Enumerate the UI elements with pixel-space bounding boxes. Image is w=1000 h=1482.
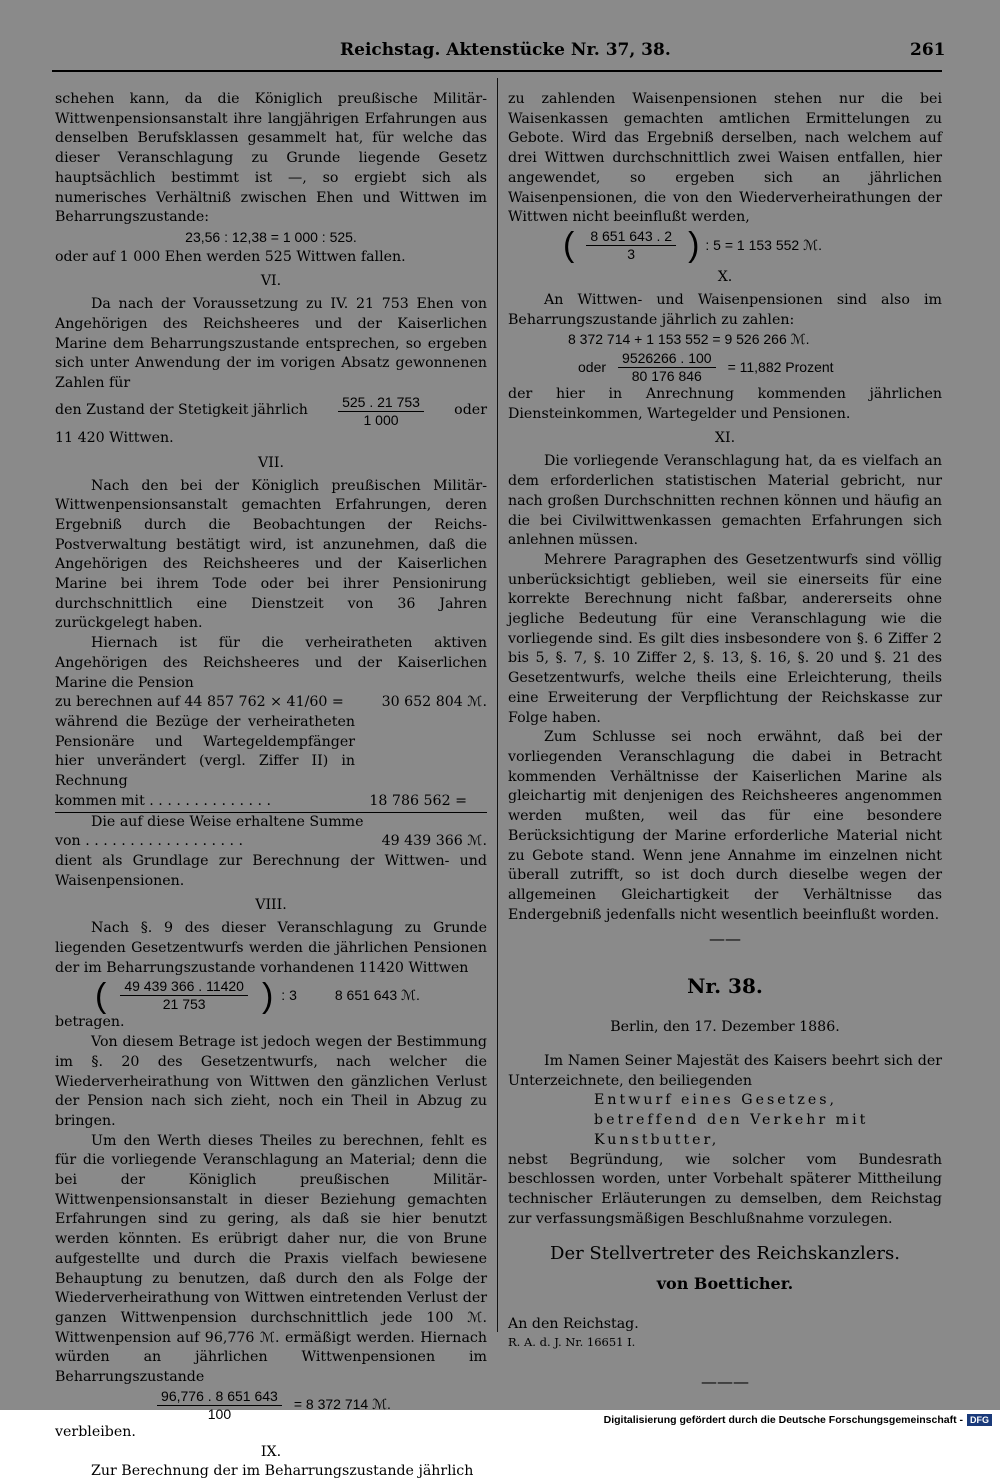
section-heading: X. (717, 268, 733, 285)
equation: 23,56 : 12,38 = 1 000 : 525. (185, 228, 357, 245)
fraction (338, 394, 424, 429)
paragraph: während die Bezüge der verheiratheten Pensionäre und Wartegeldempfänger hier unverändert (vergl. Ziffer II) in Rechnung (55, 713, 355, 790)
date-line: Berlin, den 17. Dezember 1886. (610, 1019, 840, 1036)
equation (508, 228, 942, 263)
section-heading: IX. (260, 1444, 282, 1461)
calc-text: zu berechnen auf 44 857 762 × 41/60 = (55, 694, 344, 711)
paragraph: Zum Schlusse sei noch erwähnt, daß bei der vorliegenden Veranschlagung die dabei in Betracht kommenden Verhältnisse der Kaiserlichen Marine als gleichartig mit denjenigen des Reichsheeres angenommen werden mußten, weil das für eine besondere Berücksichtigung der Marine erforderliche Material nicht zu Gebote stand. Wenn jene Annahme im einzelnen nicht überall zutrifft, so ist doch durch dieselbe wegen der allgemeinen Gleichartigkeit der Verhältnisse das Endergebniß jedenfalls nicht wesentlich beeinflußt worden. (508, 729, 942, 923)
fraction-denominator: 21 753 (162, 996, 206, 1013)
calc-line (55, 693, 487, 713)
section-heading: VI. (260, 273, 282, 290)
fraction-denominator: 80 176 846 (631, 368, 702, 385)
equation-value: 8 651 643 ℳ. (334, 987, 420, 1004)
paragraph: oder auf 1 000 Ehen werden 525 Wittwen fallen. (55, 248, 406, 265)
footer-text: Digitalisierung gefördert durch die Deutsche Forschungsgemeinschaft - (603, 1414, 963, 1426)
fraction-numerator: 96,776 . 8 651 643 (157, 1388, 282, 1406)
fraction-denominator: 100 (207, 1405, 232, 1422)
paragraph: Die auf diese Weise erhaltene Summe (91, 813, 364, 830)
fraction (618, 350, 716, 385)
paragraph: verbleiben. (55, 1423, 136, 1440)
right-column (508, 90, 942, 1395)
calc-text: von . . . . . . . . . . . . . . . . . . (55, 833, 244, 850)
paragraph: dient als Grundlage zur Berechnung der Wittwen- und Waisenpensionen. (55, 852, 487, 889)
fraction (120, 978, 248, 1013)
equation-value: = 11,882 Prozent (727, 358, 834, 375)
equation: 8 372 714 + 1 153 552 = 9 526 266 ℳ. (568, 331, 810, 348)
paragraph: der hier in Anrechnung kommenden jährlichen Diensteinkommen, Wartegelder und Pensionen. (508, 386, 942, 422)
reference-number: R. A. d. J. Nr. 16651 I. (508, 1335, 636, 1350)
left-column (55, 90, 487, 1482)
page-number: 261 (910, 40, 946, 60)
calc-text: kommen mit . . . . . . . . . . . . . . (55, 792, 272, 809)
equation (55, 1388, 487, 1423)
fraction (157, 1388, 282, 1423)
paragraph: Hiernach ist für die verheiratheten aktiven Angehörigen des Reichsheeres und der Kaiserlichen Marine die Pension (55, 635, 487, 691)
running-header: Reichstag. Aktenstücke Nr. 37, 38. (340, 40, 671, 60)
fraction-denominator: 3 (627, 245, 636, 262)
equation (55, 978, 487, 1013)
paragraph: An Wittwen- und Waisenpensionen sind also im Beharrungszustande jährlich zu zahlen: (508, 291, 942, 328)
paragraph: Die vorliegende Veranschlagung hat, da es vielfach an dem erforderlichen statistischen Material gebricht, nur nach großen Durchschnitten rechnen können und häufig an die bei Civilwittwenkassen gemachten Erfahrungen sich anlehnen müssen. (508, 453, 942, 549)
calc-value: 18 786 562 = (369, 792, 467, 809)
fraction-numerator: 525 . 21 753 (338, 394, 424, 412)
fraction-line (55, 394, 487, 429)
equation-value: : 5 = 1 153 552 ℳ. (705, 236, 822, 253)
equation-value: = 8 372 714 ℳ. (293, 1396, 391, 1413)
section-heading: VIII. (255, 897, 287, 914)
paragraph: Zur Berechnung der im Beharrungszustande jährlich (91, 1463, 474, 1480)
fraction-tail: oder (454, 402, 487, 419)
fraction-numerator: 9526266 . 100 (618, 350, 716, 368)
paragraph: Da nach der Voraussetzung zu IV. 21 753 Ehen von Angehörigen des Reichsheeres und der Kaiserlichen Marine dem Beharrungszustande entsprechen, so ergeben sich unter Anwendung der im vorigen Absatz gewonnenen Zahlen für (55, 296, 487, 392)
divider: —— (709, 929, 741, 949)
fraction-denominator: 1 000 (363, 411, 399, 428)
paren-close: ) (688, 226, 700, 265)
calc-line (55, 792, 487, 813)
footer (604, 1414, 992, 1426)
fraction-numerator: 49 439 366 . 11420 (120, 978, 248, 996)
divisor: : 3 (281, 987, 297, 1004)
header-rule (52, 70, 942, 72)
paragraph: schehen kann, da die Königlich preußische Militär-Wittwenpensionsanstalt ihre langjährigen Erfahrungen aus denselben Berufsklassen gesammelt hat, für welche das dieser Veranschlagung zu Grunde liegende Gesetz hauptsächlich bestimmt ist —, so ergiebt sich als numerisches Verhältniß zwischen Ehen und Wittwen im Beharrungszustande: (55, 91, 487, 226)
paren-open: ( (563, 226, 575, 265)
equation-lead: oder (578, 358, 607, 375)
section-heading: XI. (714, 430, 736, 447)
equation (508, 350, 942, 385)
paren-close: ) (261, 976, 274, 1015)
calc-value: 30 652 804 ℳ. (381, 694, 487, 711)
column-rule (497, 78, 498, 1332)
paragraph: Von diesem Betrage ist jedoch wegen der Bestimmung im §. 20 des Gesetzentwurfs, nach welcher die Wiederverheirathung von Wittwen den gänzlichen Verlust der Pension nach sich zieht, noch ein Theil in Abzug zu bringen. (55, 1034, 487, 1129)
paragraph: Nach den bei der Königlich preußischen Militär-Wittwenpensionsanstalt gemachten Erfahrungen, deren Ergebniß durch die Beobachtungen der Reichs-Postverwaltung bestätigt wird, ist anzunehmen, daß die Angehörigen des Reichsheeres und der Kaiserlichen Marine bei ihrem Tode oder bei ihrer Pensionirung durchschnittlich eine Dienstzeit von 36 Jahren zurückgelegt haben. (55, 477, 487, 632)
dfg-logo: DFG (967, 1414, 992, 1426)
paragraph: 11 420 Wittwen. (55, 429, 174, 446)
signature-title: Der Stellvertreter des Reichskanzlers. (550, 1243, 900, 1265)
bill-title: Entwurf eines Gesetzes, betreffend den Verkehr mit Kunstbutter, (594, 1092, 869, 1148)
signature-name: von Boetticher. (656, 1274, 794, 1294)
addressee: An den Reichstag. (508, 1316, 639, 1333)
calc-line (55, 832, 487, 852)
paren-open: ( (95, 976, 107, 1015)
fraction (586, 228, 676, 263)
fraction-lead: den Zustand der Stetigkeit jährlich (55, 402, 308, 419)
paragraph: nebst Begründung, wie solcher vom Bundesrath beschlossen worden, unter Vorbehalt späterer Mittheilung technischer Erläuterungen zu demselben, dem Reichstag zur verfassungsmäßigen Beschlußnahme vorzulegen. (508, 1151, 942, 1227)
calc-value: 49 439 366 ℳ. (381, 833, 487, 850)
paragraph: Im Namen Seiner Majestät des Kaisers beehrt sich der Unterzeichnete, den beiliegenden (508, 1053, 942, 1089)
paragraph: betragen. (55, 1014, 125, 1031)
divider: ——— (701, 1372, 749, 1392)
paragraph: Um den Werth dieses Theiles zu berechnen, fehlt es für die vorliegende Veranschlagung an Material; denn die bei der Königlich preußischen Militär-Wittwenpensionsanstalt in dieser Beziehung gemachten Erfahrungen sind zu gering, als daß sie hier benutzt werden könnten. Es erübrigt daher nur, die von Brune aufgestellte und durch die Praxis vielfach bewiesene Behauptung zu benutzen, daß durch den als Folge der Wiederverheirathung von Wittwen eintretenden Verlust der ganzen Wittwenpension durchschnittlich jede 100 ℳ. Wittwenpension auf 96,776 ℳ. ermäßigt werden. Hiernach würden an jährlichen Wittwenpensionen im Beharrungszustande (55, 1132, 487, 1386)
section-heading: VII. (258, 454, 284, 471)
fraction-numerator: 8 651 643 . 2 (586, 228, 676, 246)
paragraph: zu zahlenden Waisenpensionen stehen nur die bei Waisenkassen gemachten amtlichen Ermittelungen zu Gebote. Wird das Ergebniß derselben, nach welchem auf drei Wittwen durchschnittlich zwei Waisen entfallen, hier angewendet, so ergeben sich an jährlichen Waisenpensionen, die von den Wiederverheirathungen der Wittwen nicht beeinflußt werden, (508, 91, 942, 226)
document-title: Nr. 38. (687, 974, 763, 999)
paragraph: Mehrere Paragraphen des Gesetzentwurfs sind völlig unberücksichtigt geblieben, weil sie einerseits für eine korrekte Berechnung nicht faßbar, andererseits ohne jegliche Bedeutung für eine Veranschlagung wie die vorliegende sind. Es gilt dies insbesondere von §. 6 Ziffer 2 bis 5, §. 7, §. 10 Ziffer 2, §. 13, §. 16, §. 20 und §. 21 des Gesetzentwurfs, welche theils eine Erleichterung, theils eine Erweiterung der Verpflichtung der Reichskasse zur Folge haben. (508, 551, 942, 726)
paragraph: Nach §. 9 des dieser Veranschlagung zu Grunde liegenden Gesetzentwurfs werden die jährlichen Pensionen der im Beharrungszustande vorhandenen 11420 Wittwen (55, 920, 487, 976)
